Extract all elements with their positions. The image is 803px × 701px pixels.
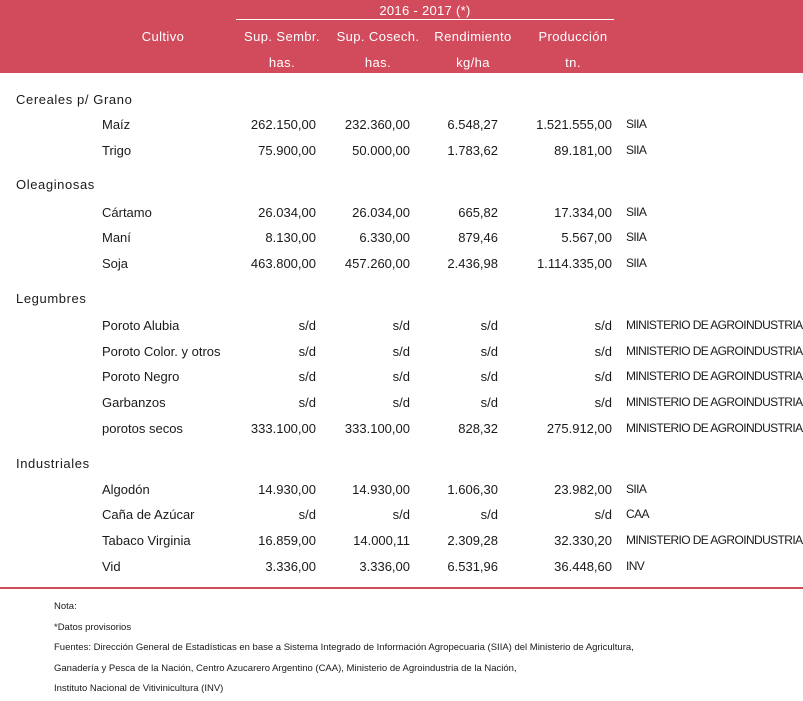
row-1-produccion-value: 89.181,00 [554,143,612,158]
row-5-crop: Poroto Alubia [102,318,180,333]
row-9-produccion-value: 275.912,00 [546,421,612,436]
row-2-source-label: SIIA [626,205,647,219]
row-12-produccion-value: 32.330,20 [554,533,612,548]
row-9-rendimiento-value: 828,32 [458,421,498,436]
row-4-source-label: SIIA [626,256,647,270]
row-1-source-label: SIIA [626,143,647,157]
col-sup-sembr: Sup. Sembr. [244,29,320,44]
note-sources-2: Ganadería y Pesca de la Nación, Centro Azucarero Argentino (CAA), Ministerio de Agroindustria de la Nación, [54,662,517,674]
category-oleaginosas: Oleaginosas [16,177,95,192]
row-7-sup-sembr-value: s/d [298,369,316,384]
row-8-produccion-value: s/d [594,395,612,410]
note-provisional: *Datos provisorios [54,621,132,633]
row-8-source-label: MINISTERIO DE AGROINDUSTRIA [626,395,803,409]
row-9-sup-cosech-value: 333.100,00 [344,421,410,436]
row-13-produccion-value: 36.448,60 [554,559,612,574]
row-4-sup-cosech-value: 457.260,00 [344,256,410,271]
row-11-crop: Caña de Azúcar [102,507,195,522]
row-4-produccion-value: 1.114.335,00 [537,256,612,271]
row-1-sup-sembr-value: 75.900,00 [258,143,316,158]
row-2-crop: Cártamo [102,205,152,220]
col-produccion: Producción [538,29,608,44]
row-2-rendimiento-value: 665,82 [458,205,498,220]
unit-rendimiento: kg/ha [456,55,490,70]
row-5-produccion-value: s/d [594,318,612,333]
row-5-sup-cosech-value: s/d [392,318,410,333]
row-0-crop: Maíz [102,117,131,132]
row-6-sup-sembr-value: s/d [298,344,316,359]
row-7-produccion-value: s/d [594,369,612,384]
row-5-source-label: MINISTERIO DE AGROINDUSTRIA [626,318,803,332]
row-13-crop: Vid [102,559,121,574]
row-1-sup-cosech-value: 50.000,00 [352,143,410,158]
row-13-rendimiento-value: 6.531,96 [447,559,498,574]
row-9-source-label: MINISTERIO DE AGROINDUSTRIA [626,421,803,435]
row-2-sup-sembr-value: 26.034,00 [258,205,316,220]
row-10-sup-cosech-value: 14.930,00 [352,482,410,497]
row-3-produccion-value: 5.567,00 [561,230,612,245]
row-12-sup-cosech-value: 14.000,11 [353,533,410,548]
row-3-sup-cosech-value: 6.330,00 [359,230,410,245]
table-header [0,0,803,73]
row-1-crop: Trigo [102,143,132,158]
row-0-sup-cosech-value: 232.360,00 [344,117,410,132]
unit-produccion: tn. [565,55,581,70]
row-13-sup-cosech-value: 3.336,00 [359,559,410,574]
row-3-source-label: SIIA [626,230,647,244]
period-underline [236,19,614,20]
row-8-rendimiento-value: s/d [480,395,498,410]
row-2-sup-cosech-value: 26.034,00 [352,205,410,220]
notes-block [54,597,634,700]
row-8-sup-sembr-value: s/d [298,395,316,410]
row-11-produccion-value: s/d [594,507,612,522]
row-6-produccion-value: s/d [594,344,612,359]
category-industriales: Industriales [16,456,90,471]
row-5-rendimiento-value: s/d [480,318,498,333]
row-9-crop: porotos secos [102,421,183,436]
row-10-source-label: SIIA [626,482,647,496]
row-12-rendimiento-value: 2.309,28 [447,533,498,548]
row-0-sup-sembr-value: 262.150,00 [250,117,316,132]
col-cultivo: Cultivo [141,29,185,44]
row-9-sup-sembr-value: 333.100,00 [250,421,316,436]
row-6-source-label: MINISTERIO DE AGROINDUSTRIA [626,344,803,358]
table-bottom-rule [0,587,803,589]
row-0-produccion-value: 1.521.555,00 [536,117,612,132]
row-6-rendimiento-value: s/d [480,344,498,359]
period-label: 2016 - 2017 (*) [379,3,471,18]
row-7-crop: Poroto Negro [102,369,180,384]
note-title: Nota: [54,601,77,612]
row-11-source-label: CAA [626,507,649,521]
row-12-source-label: MINISTERIO DE AGROINDUSTRIA [626,533,803,547]
row-12-crop: Tabaco Virginia [102,533,191,548]
unit-sup-sembr: has. [268,55,296,70]
note-sources-3: Instituto Nacional de Vitivinicultura (INV) [54,683,224,694]
row-0-source-label: SIIA [626,117,647,131]
row-8-sup-cosech-value: s/d [392,395,410,410]
row-13-sup-sembr-value: 3.336,00 [265,559,316,574]
row-8-crop: Garbanzos [102,395,166,410]
row-11-rendimiento-value: s/d [480,507,498,522]
row-12-sup-sembr-value: 16.859,00 [258,533,316,548]
row-10-rendimiento-value: 1.606,30 [447,482,498,497]
row-2-produccion-value: 17.334,00 [554,205,612,220]
row-6-sup-cosech-value: s/d [392,344,410,359]
row-0-rendimiento-value: 6.548,27 [447,117,498,132]
row-10-crop: Algodón [102,482,150,497]
row-13-source-label: INV [626,559,645,573]
row-7-sup-cosech-value: s/d [392,369,410,384]
row-11-sup-cosech-value: s/d [392,507,410,522]
row-6-crop: Poroto Color. y otros [102,344,221,359]
row-3-rendimiento-value: 879,46 [458,230,498,245]
unit-sup-cosech: has. [364,55,392,70]
note-sources-1: Fuentes: Dirección General de Estadísticas en base a Sistema Integrado de Información Agropecuaria (SIIA) del Ministerio de Agricultura, [54,642,634,653]
col-sup-cosech: Sup. Cosech. [336,29,420,44]
row-7-rendimiento-value: s/d [480,369,498,384]
row-3-crop: Maní [102,230,131,245]
row-4-sup-sembr-value: 463.800,00 [250,256,316,271]
row-11-sup-sembr-value: s/d [298,507,316,522]
row-4-crop: Soja [102,256,129,271]
col-rendimiento: Rendimiento [434,29,512,44]
row-3-sup-sembr-value: 8.130,00 [265,230,316,245]
row-1-rendimiento-value: 1.783,62 [447,143,498,158]
row-4-rendimiento-value: 2.436,98 [447,256,498,271]
row-10-produccion-value: 23.982,00 [554,482,612,497]
row-5-sup-sembr-value: s/d [298,318,316,333]
row-10-sup-sembr-value: 14.930,00 [258,482,316,497]
row-7-source-label: MINISTERIO DE AGROINDUSTRIA [626,369,803,383]
category-cereales: Cereales p/ Grano [16,92,133,107]
category-legumbres: Legumbres [16,291,87,306]
